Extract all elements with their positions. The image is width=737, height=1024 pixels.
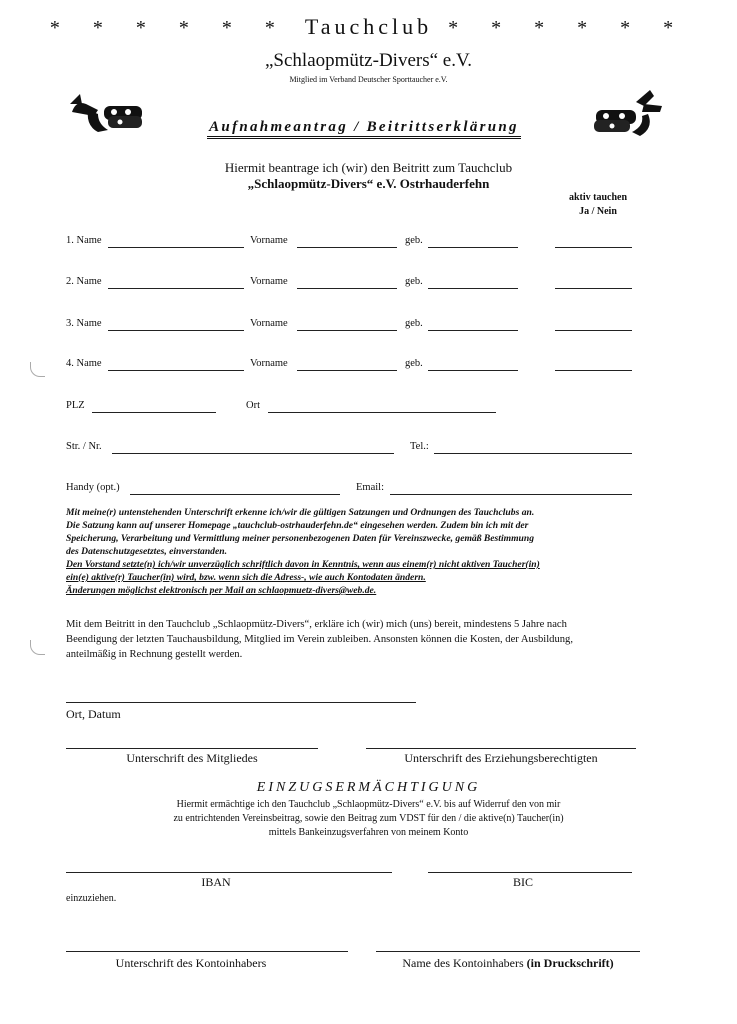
ort-field[interactable]: [268, 412, 496, 413]
member-4-geb-field[interactable]: [428, 370, 518, 371]
scan-mark: [30, 362, 45, 377]
holder-name-field[interactable]: [376, 951, 640, 952]
member-3-vorname-label: Vorname: [250, 318, 288, 329]
form-title: Aufnahmeantrag / Beitrittserklärung: [207, 119, 521, 139]
place-date-label: Ort, Datum: [66, 707, 121, 721]
consent-line-6: ein(e) aktive(r) Taucher(in) wird, bzw. wenn sich die Adress-, wie auch Kontodaten ändern.: [66, 572, 426, 583]
guardian-signature-field[interactable]: [366, 748, 636, 749]
guardian-signature-label: Unterschrift des Erziehungsberechtigten: [404, 751, 598, 765]
place-date-field[interactable]: [66, 702, 416, 703]
holder-name-print-hint: (in Druckschrift): [526, 956, 614, 970]
sepa-line-1: Hiermit ermächtige ich den Tauchclub „Schlaopmütz-Divers“ e.V. bis auf Widerruf den von mir: [176, 799, 561, 810]
member-signature-label: Unterschrift des Mitgliedes: [126, 751, 258, 765]
consent-note: [66, 506, 686, 597]
commitment-text: [66, 617, 686, 662]
header-stars-left: * * * * * *: [49, 17, 289, 39]
member-signature-field[interactable]: [66, 748, 318, 749]
handy-field[interactable]: [130, 494, 340, 495]
active-diving-options: Ja / Nein: [579, 206, 617, 217]
member-2-geb-label: geb.: [405, 276, 423, 287]
member-1-vorname-label: Vorname: [250, 235, 288, 246]
member-2-geb-field[interactable]: [428, 288, 518, 289]
member-4-vorname-label: Vorname: [250, 358, 288, 369]
member-3-vorname-field[interactable]: [297, 330, 397, 331]
handy-label: Handy (opt.): [66, 482, 120, 493]
club-subtitle: „Schlaopmütz-Divers“ e.V.: [264, 50, 472, 71]
street-label: Str. / Nr.: [66, 441, 102, 452]
holder-name-label: Name des Kontoinhabers: [402, 956, 527, 970]
plz-field[interactable]: [92, 412, 216, 413]
header-stars-right: * * * * * *: [448, 17, 688, 39]
consent-line-2: Die Satzung kann auf unserer Homepage „tauchclub-ostrhauderfehn.de“ eingesehen werden. Zudem bin ich mit der: [66, 520, 529, 531]
commitment-line-3: anteilmäßig in Rechnung gestellt werden.: [66, 649, 243, 660]
commitment-line-1: Mit dem Beitritt in den Tauchclub „Schlaopmütz-Divers“, erkläre ich (wir) mich (uns) bereit, mindestens 5 Jahre nach: [66, 619, 567, 630]
tel-label: Tel.:: [410, 441, 429, 452]
member-2-vorname-field[interactable]: [297, 288, 397, 289]
member-4-geb-label: geb.: [405, 358, 423, 369]
member-3-name-field[interactable]: [108, 330, 244, 331]
member-2-name-label: 2. Name: [66, 276, 102, 287]
consent-line-3: Speicherung, Verarbeitung und Vermittlung meiner personenbezogenen Daten für Vereinszwecke, gemäß Bestimmung: [66, 533, 535, 544]
street-field[interactable]: [112, 453, 394, 454]
form-title-wrap: [164, 118, 564, 136]
email-label: Email:: [356, 482, 384, 493]
iban-field[interactable]: [66, 872, 392, 873]
sepa-line-3: mittels Bankeinzugsverfahren von meinem Konto: [268, 827, 469, 838]
member-1-name-label: 1. Name: [66, 235, 102, 246]
bic-label: BIC: [512, 875, 533, 889]
member-1-geb-label: geb.: [405, 235, 423, 246]
member-2-name-field[interactable]: [108, 288, 244, 289]
member-4-active-field[interactable]: [555, 370, 632, 371]
membership-line: Mitglied im Verband Deutscher Sporttaucher e.V.: [289, 75, 448, 84]
intro-line-2: „Schlaopmütz-Divers“ e.V. Ostrhauderfehn: [247, 176, 490, 191]
member-2-active-field[interactable]: [555, 288, 632, 289]
member-1-name-field[interactable]: [108, 247, 244, 248]
active-diving-label: aktiv tauchen: [568, 192, 628, 203]
diver-logo-left: [68, 90, 150, 138]
member-3-geb-field[interactable]: [428, 330, 518, 331]
club-title: Tauchclub: [304, 14, 433, 39]
consent-line-1: Mit meine(r) untenstehenden Unterschrift erkenne ich/wir die gültigen Satzungen und Ordnungen des Tauchclubs an.: [66, 507, 535, 518]
sepa-line-2: zu entrichtenden Vereinsbeitrag, sowie den Beitrag zum VDST für den / die aktive(n) Taucher(in): [173, 813, 564, 824]
scan-mark: [30, 640, 45, 655]
member-1-geb-field[interactable]: [428, 247, 518, 248]
consent-line-5: Den Vorstand setzte(n) ich/wir unverzüglich schriftlich davon in Kenntnis, wenn aus einem(r) nicht aktiven Taucher(in): [66, 559, 540, 570]
collect-label: einzuziehen.: [66, 893, 117, 904]
member-1-vorname-field[interactable]: [297, 247, 397, 248]
member-4-vorname-field[interactable]: [297, 370, 397, 371]
iban-label: IBAN: [201, 875, 231, 889]
member-2-vorname-label: Vorname: [250, 276, 288, 287]
member-3-name-label: 3. Name: [66, 318, 102, 329]
member-3-active-field[interactable]: [555, 330, 632, 331]
intro-line-1: Hiermit beantrage ich (wir) den Beitritt zum Tauchclub: [224, 160, 513, 175]
holder-signature-label: Unterschrift des Kontoinhabers: [115, 956, 267, 970]
consent-line-7: Änderungen möglichst elektronisch per Mail an schlaopmuetz-divers@web.de.: [66, 585, 377, 596]
bic-field[interactable]: [428, 872, 632, 873]
plz-label: PLZ: [66, 400, 85, 411]
holder-name-label-wrap: [376, 956, 640, 971]
diver-logo-right: [588, 88, 668, 140]
sepa-title: EINZUGSERMÄCHTIGUNG: [256, 780, 481, 795]
consent-line-4: des Datenschutzgesetztes, einverstanden.: [66, 546, 227, 557]
member-3-geb-label: geb.: [405, 318, 423, 329]
email-field[interactable]: [390, 494, 632, 495]
tel-field[interactable]: [434, 453, 632, 454]
member-4-name-label: 4. Name: [66, 358, 102, 369]
commitment-line-2: Beendigung der letzten Tauchausbildung, Mitglied im Verein zubleiben. Ansonsten können die Kosten, der Ausbildung,: [66, 634, 573, 645]
ort-label: Ort: [246, 400, 260, 411]
member-1-active-field[interactable]: [555, 247, 632, 248]
club-header: [0, 14, 737, 40]
member-4-name-field[interactable]: [108, 370, 244, 371]
holder-signature-field[interactable]: [66, 951, 348, 952]
